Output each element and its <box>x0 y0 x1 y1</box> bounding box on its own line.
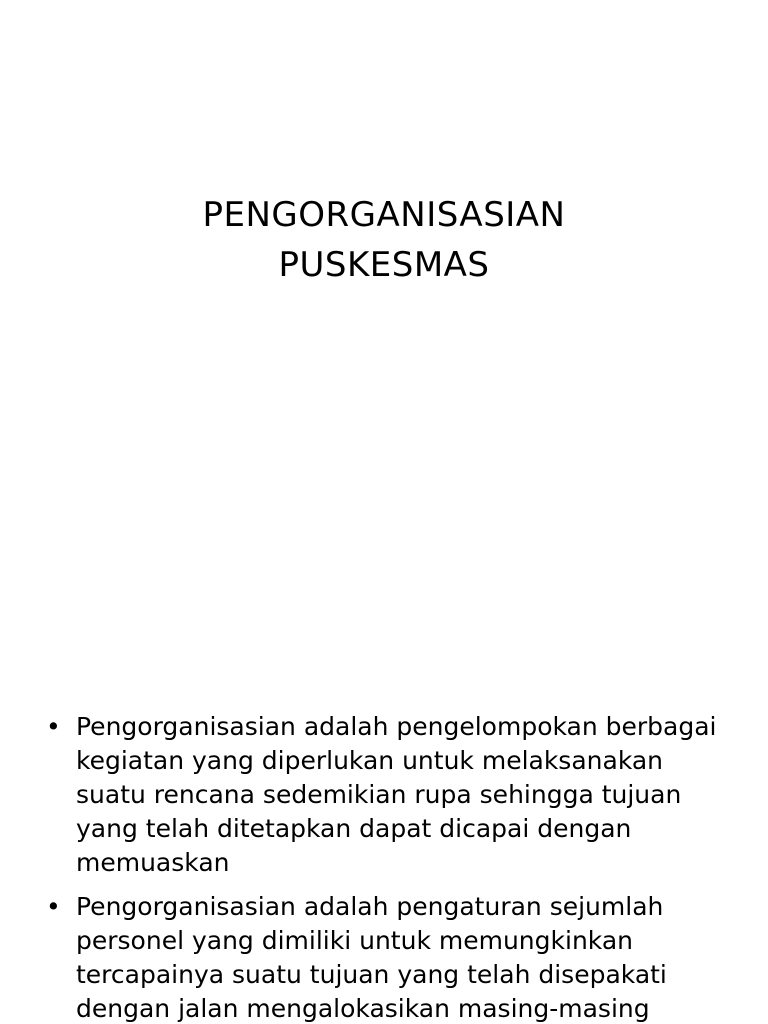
bullet-text: Pengorganisasian adalah pengelompokan berbagai kegiatan yang diperlukan untuk melaksanakan suatu rencana sedemikian rupa sehingga tujuan yang telah ditetapkan dapat dicapai dengan memuaskan <box>76 712 717 877</box>
bullet-item <box>44 890 724 1024</box>
title-line-1: PENGORGANISASIAN <box>202 195 566 235</box>
bullet-icon: • <box>46 712 61 741</box>
bullet-icon: • <box>46 892 61 921</box>
title-line-2: PUSKESMAS <box>278 245 490 285</box>
content-slide <box>0 576 768 1024</box>
slide-title <box>0 190 768 290</box>
bullet-item <box>44 710 724 880</box>
bullet-text: Pengorganisasian adalah pengaturan sejumlah personel yang dimiliki untuk memungkinkan tercapainya suatu tujuan yang telah disepakati dengan jalan mengalokasikan masing-masing <box>76 892 667 1023</box>
bullet-list <box>44 710 724 1024</box>
